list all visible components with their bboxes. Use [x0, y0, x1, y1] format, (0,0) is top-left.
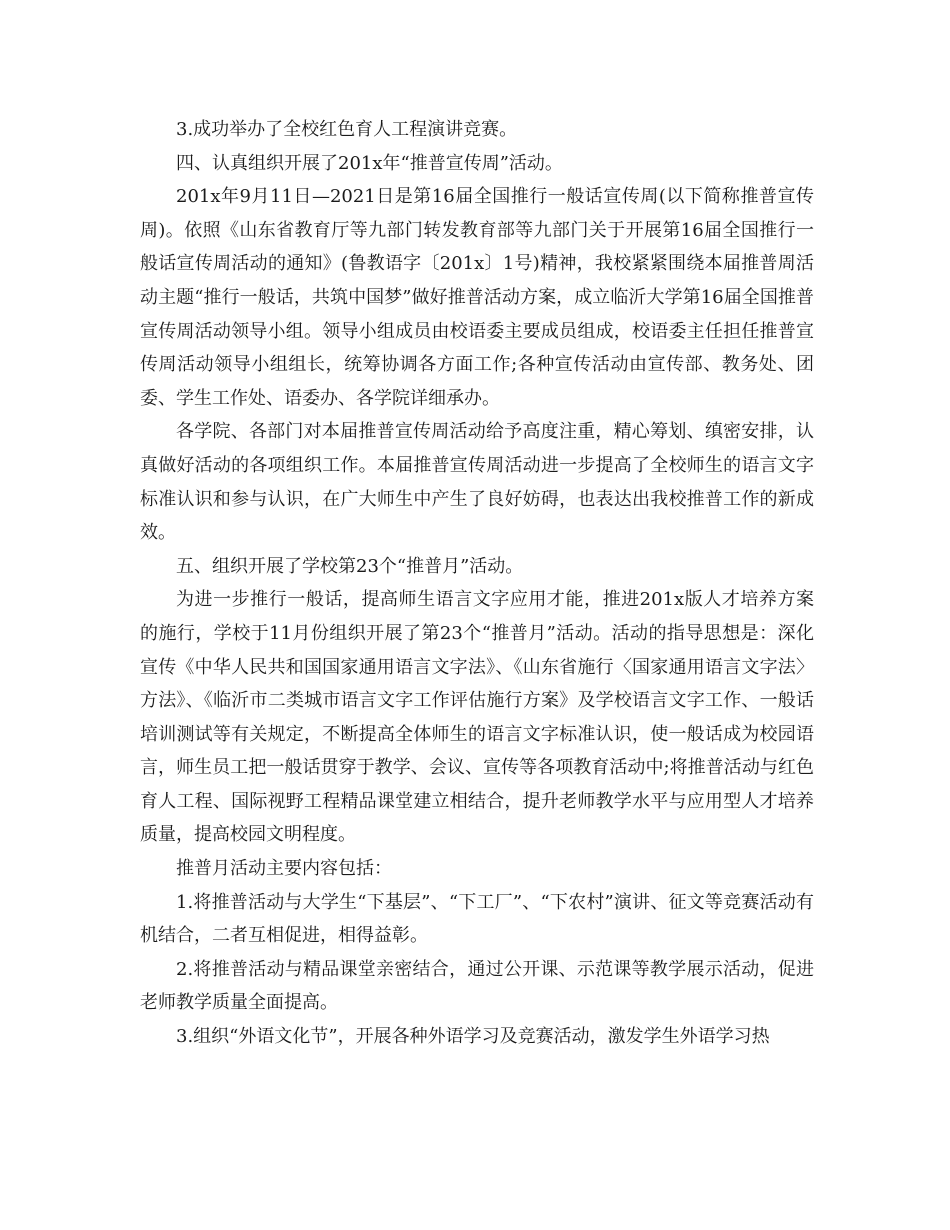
paragraph-2: 四、认真组织开展了201x年“推普宣传周”活动。 — [176, 152, 563, 174]
paragraph-6: 为进一步推行一般话，提高师生语言文字应用才能，推进201x版人才培养方案的施行，学校于11月份组织开展了第23个“推普月”活动。活动的指导思想是：深化宣传《中华人民共和国国家通用语言文字法》、《山东省施行〈国家通用语言文字法〉方法》、《临沂市二类城市语言文字工作评估施行方案》及学校语言文字工作、一般话培训测试等有关规定，不断提高全体师生的语言文字标准认识，使一般话成为校园语言，师生员工把一般话贯穿于教学、会议、宣传等各项教育活动中;将推普活动与红色育人工程、国际视野工程精品课堂建立相结合，提升老师教学水平与应用型人才培养质量，提高校园文明程度。 — [140, 589, 814, 846]
paragraph-1: 3.成功举办了全校红色育人工程演讲竞赛。 — [176, 119, 518, 140]
paragraph-10: 3.组织“外语文化节”，开展各种外语学习及竞赛活动，激发学生外语学习热 — [176, 1026, 770, 1048]
paragraph-8: 1.将推普活动与大学生“下基层”、“下工厂”、“下农村”演讲、征文等竞赛活动有机结合，二者互相促进，相得益彰。 — [140, 891, 814, 947]
paragraph-7: 推普月活动主要内容包括： — [176, 858, 392, 880]
paragraph-9: 2.将推普活动与精品课堂亲密结合，通过公开课、示范课等教学展示活动，促进老师教学质量全面提高。 — [140, 958, 814, 1014]
paragraph-3: 201x年9月11日—2021日是第16届全国推行一般话宣传周(以下简称推普宣传周)。依照《山东省教育厅等九部门转发教育部等九部门关于开展第16届全国推行一般话宣传周活动的通知》(鲁教语字〔201x〕1号)精神，我校紧紧围绕本届推普周活动主题“推行一般话，共筑中国梦”做好推普活动方案，成立临沂大学第16届全国推普宣传周活动领导小组。领导小组成员由校语委主要成员组成，校语委主任担任推普宣传周活动领导小组组长，统筹协调各方面工作;各种宣传活动由宣传部、教务处、团委、学生工作处、语委办、各学院详细承办。 — [140, 186, 814, 409]
paragraph-5: 五、组织开展了学校第23个“推普月”活动。 — [176, 555, 524, 577]
document-body — [140, 113, 814, 1054]
paragraph-4: 各学院、各部门对本届推普宣传周活动给予高度注重，精心筹划、缜密安排，认真做好活动的各项组织工作。本届推普宣传周活动进一步提高了全校师生的语言文字标准认识和参与认识，在广大师生中产生了良好妨碍，也表达出我校推普工作的新成效。 — [140, 421, 814, 544]
